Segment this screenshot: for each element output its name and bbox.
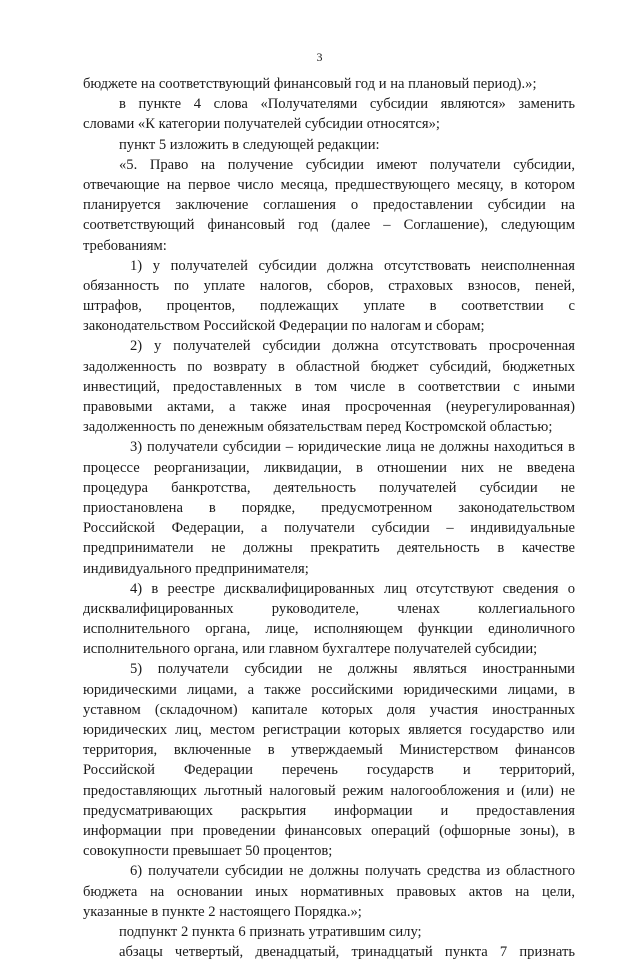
text-line: приостановлена в порядке, предусмотренном законодательством: [83, 499, 575, 516]
text-line: Российской Федерации перечень государств и территорий,: [83, 762, 575, 779]
text-line: задолженность по возврату в областной бюджет субсидий, бюджетных: [83, 358, 575, 375]
text-line: законодательством Российской Федерации по налогам и сборам;: [83, 318, 485, 335]
text-line: 4) в реестре дисквалифицированных лиц отсутствуют сведения о: [130, 580, 575, 597]
text-line: уставном (складочном) капитале которых доля участия иностранных: [83, 701, 575, 718]
text-line: подпункт 2 пункта 6 признать утратившим силу;: [119, 923, 422, 940]
text-line: соответствующий финансовый год (далее – Соглашение), следующим: [83, 217, 575, 234]
text-line: указанные в пункте 2 настоящего Порядка.»;: [83, 903, 362, 920]
text-line: абзацы четвертый, двенадцатый, тринадцатый пункта 7 признать: [119, 944, 575, 961]
text-line: бюджета на основании иных нормативных правовых актов на цели,: [83, 883, 575, 900]
text-line: 6) получатели субсидии не должны получать средства из областного: [130, 863, 575, 880]
document-body: [83, 74, 575, 962]
text-line: совокупности превышает 50 процентов;: [83, 843, 333, 860]
text-line: Российской Федерации, а получатели субсидии – индивидуальные: [83, 520, 575, 537]
text-line: 1) у получателей субсидии должна отсутствовать неисполненная: [130, 257, 575, 274]
text-line: планируется заключение соглашения о предоставлении субсидии на: [83, 197, 575, 214]
text-line: юридическими лицами, а также российскими юридическими лицами, в: [83, 681, 575, 698]
text-line: дисквалифицированных руководителе, членах коллегиального: [83, 600, 575, 617]
text-line: процедура банкротства, деятельность получателей субсидии не: [83, 479, 575, 496]
text-line: 5) получатели субсидии не должны являться иностранными: [130, 661, 575, 678]
page-number: 3: [316, 50, 323, 64]
text-line: пункт 5 изложить в следующей редакции:: [119, 136, 380, 153]
text-line: требованиям:: [83, 237, 167, 254]
text-line: процессе реорганизации, ликвидации, в отношении них не введена: [83, 459, 575, 476]
text-line: задолженность по денежным обязательствам перед Костромской областью;: [83, 419, 553, 436]
text-line: в пункте 4 слова «Получателями субсидии являются» заменить: [119, 96, 575, 113]
text-line: словами «К категории получателей субсидии относятся»;: [83, 116, 440, 133]
text-line: исполнительного органа, или главном бухгалтере получателей субсидии;: [83, 641, 538, 658]
text-line: штрафов, процентов, подлежащих уплате в соответствии с: [83, 298, 575, 315]
text-line: информации при проведении финансовых операций (офшорные зоны), в: [83, 822, 575, 839]
text-line: исполнительного органа, лице, исполняющем функции единоличного: [83, 621, 575, 638]
text-line: предоставляющих льготный налоговый режим налогообложения и (или) не: [83, 782, 575, 799]
text-line: бюджете на соответствующий финансовый год и на плановый период).»;: [83, 76, 537, 92]
text-line: территория, включенные в утверждаемый Министерством финансов: [83, 742, 575, 759]
text-line: «5. Право на получение субсидии имеют получатели субсидии,: [119, 156, 575, 173]
text-line: правовыми актами, а также иная просроченная (неурегулированная): [83, 399, 575, 415]
text-line: предприниматели не должны прекратить деятельность в качестве: [83, 540, 575, 557]
text-line: юридических лиц, местом регистрации которых является государство или: [83, 722, 575, 738]
text-line: индивидуального предпринимателя;: [83, 560, 309, 577]
text-line: 2) у получателей субсидии должна отсутствовать просроченная: [130, 338, 575, 355]
text-line: 3) получатели субсидии – юридические лица не должны находиться в: [130, 439, 575, 456]
text-line: отвечающие на первое число месяца, предшествующего месяцу, в котором: [83, 176, 575, 193]
text-line: предусматривающих раскрытия информации и предоставления: [83, 802, 575, 819]
text-line: обязанность по уплате налогов, сборов, страховых взносов, пеней,: [83, 277, 575, 294]
text-line: инвестиций, предоставленных в том числе в соответствии с иными: [83, 378, 575, 395]
